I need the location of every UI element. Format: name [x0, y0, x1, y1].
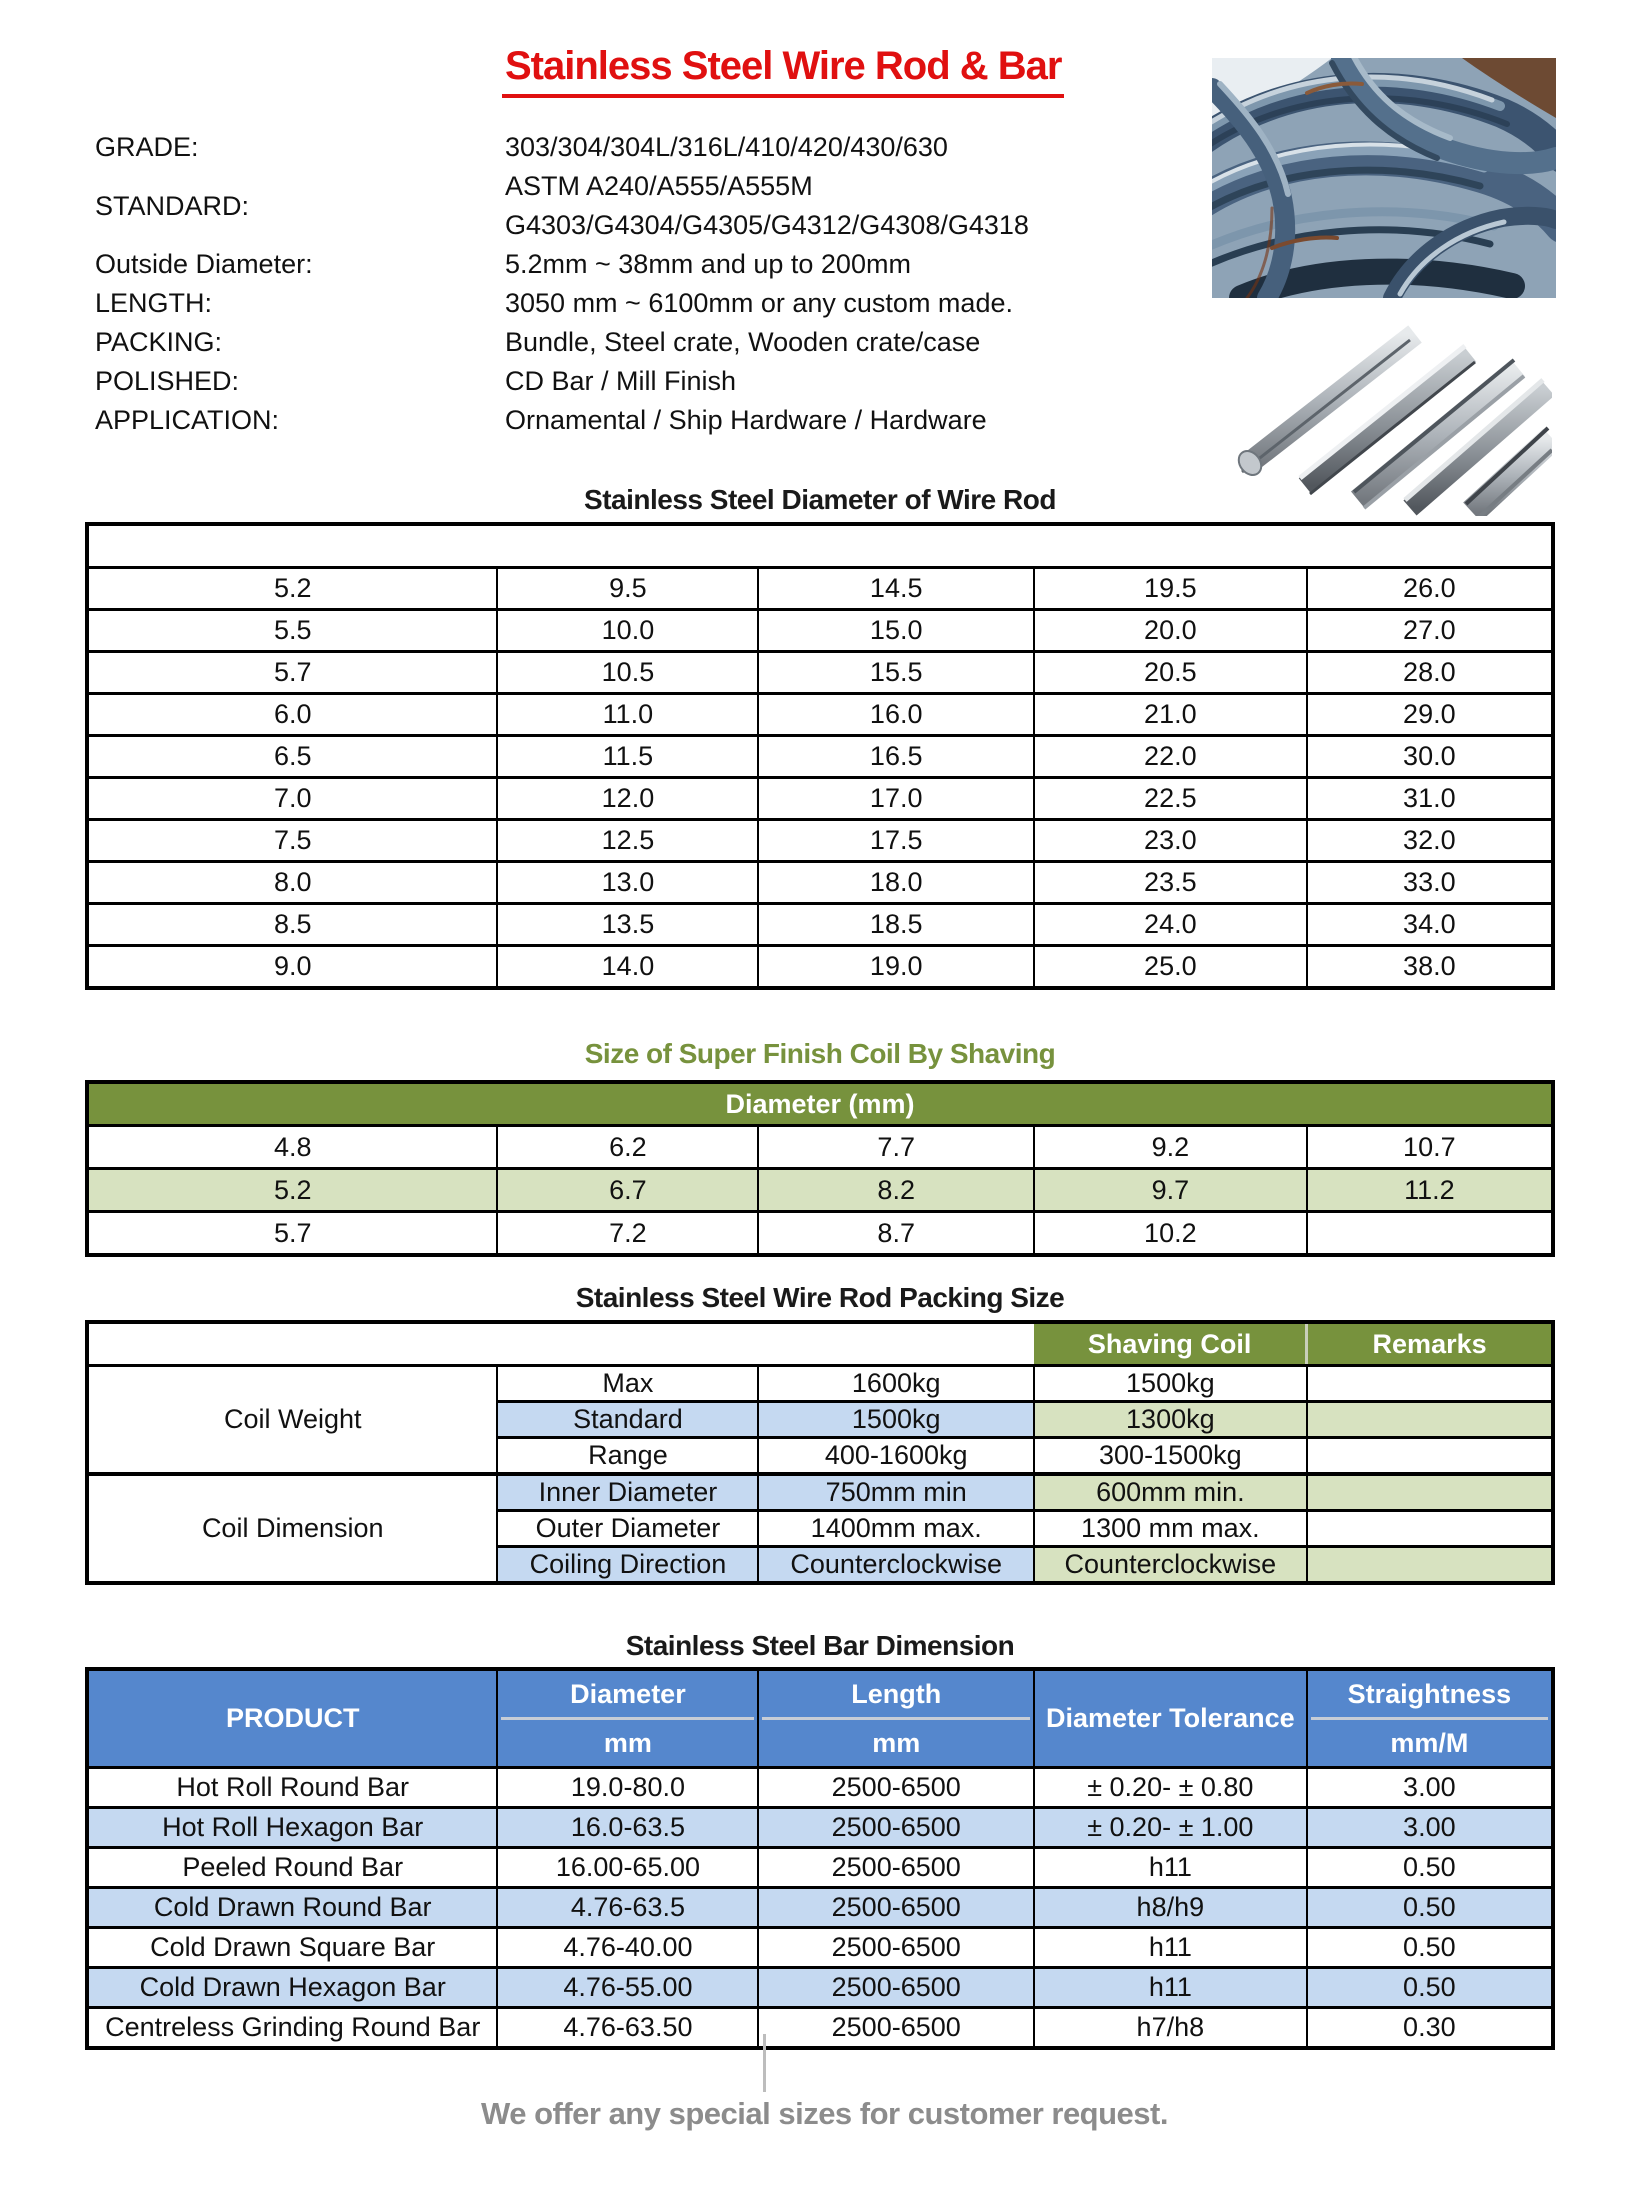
- table-cell: 12.5: [497, 820, 758, 862]
- column-header-unit: mm/M: [1390, 1727, 1469, 1758]
- table-cell: 13.0: [497, 862, 758, 904]
- table-row: [87, 568, 1553, 610]
- table-cell: 0.50: [1307, 1928, 1553, 1968]
- table-cell: 23.5: [1034, 862, 1307, 904]
- table-cell: 26.0: [1307, 568, 1553, 610]
- table-row: [87, 820, 1553, 862]
- table-cell: 600mm min.: [1034, 1474, 1307, 1511]
- table-cell: 4.76-40.00: [497, 1928, 758, 1968]
- table-cell: 22.0: [1034, 736, 1307, 778]
- table-cell: 7.7: [758, 1126, 1034, 1169]
- table-cell: 24.0: [1034, 904, 1307, 946]
- table-cell: 4.8: [87, 1126, 497, 1169]
- spec-value: 3050 mm ~ 6100mm or any custom made.: [505, 288, 1013, 318]
- table-cell: 15.5: [758, 652, 1034, 694]
- page-title: Stainless Steel Wire Rod & Bar: [502, 44, 1064, 98]
- table-cell: 2500-6500: [758, 1808, 1034, 1848]
- table-cell: 38.0: [1307, 946, 1553, 989]
- table-cell: 0.50: [1307, 1888, 1553, 1928]
- spec-value-line: ASTM A240/A555/A555M: [505, 171, 813, 201]
- table-row: [87, 1126, 1553, 1169]
- spec-value: Bundle, Steel crate, Wooden crate/case: [505, 327, 981, 357]
- footer-note: We offer any special sizes for customer request.: [481, 2096, 1168, 2131]
- footer-callout-line: [763, 2034, 766, 2092]
- spec-value-line: G4303/G4304/G4305/G4312/G4308/G4318: [505, 210, 1029, 240]
- spec-row-polished: [95, 362, 1205, 401]
- group-label-coil-dimension: Coil Dimension: [87, 1474, 497, 1583]
- table-cell: Centreless Grinding Round Bar: [87, 2008, 497, 2049]
- column-header-product: [87, 1669, 497, 1768]
- table-cell: h11: [1034, 1968, 1307, 2008]
- table-cell: 14.5: [758, 568, 1034, 610]
- spec-value: [505, 167, 1205, 245]
- table-row: [87, 1212, 1553, 1256]
- table-cell: 4.76-63.50: [497, 2008, 758, 2049]
- table-cell: 1500kg: [1034, 1366, 1307, 1402]
- table-row: [87, 652, 1553, 694]
- column-header-label: Straightness: [1347, 1678, 1512, 1709]
- column-header-length: [758, 1669, 1034, 1768]
- table-cell: 21.0: [1034, 694, 1307, 736]
- table-cell: 6.5: [87, 736, 497, 778]
- table-header-row: [87, 1669, 1553, 1768]
- table-cell: [1307, 1366, 1553, 1402]
- table-cell: 4.76-55.00: [497, 1968, 758, 2008]
- table-cell: 750mm min: [758, 1474, 1034, 1511]
- spec-label: POLISHED:: [95, 366, 240, 396]
- table-row: [87, 1808, 1553, 1848]
- column-header-unit: mm: [603, 1727, 652, 1758]
- table-cell: 16.00-65.00: [497, 1848, 758, 1888]
- column-header-unit: mm: [872, 1727, 921, 1758]
- table-row: [87, 1474, 1553, 1511]
- table-cell: 6.0: [87, 694, 497, 736]
- table-cell: h11: [1034, 1848, 1307, 1888]
- table-cell: 16.0: [758, 694, 1034, 736]
- spec-label: APPLICATION:: [95, 405, 280, 435]
- table-cell: 5.2: [87, 1169, 497, 1212]
- table-cell: 6.7: [497, 1169, 758, 1212]
- table-cell: 16.5: [758, 736, 1034, 778]
- table-row: [87, 1888, 1553, 1928]
- table-cell: 14.0: [497, 946, 758, 989]
- table-cell: 4.76-63.5: [497, 1888, 758, 1928]
- table-cell: 2500-6500: [758, 1848, 1034, 1888]
- spec-row-packing: [95, 323, 1205, 362]
- table-cell: 5.5: [87, 610, 497, 652]
- table-row: [87, 1169, 1553, 1212]
- table-cell: 1300 mm max.: [1034, 1511, 1307, 1547]
- table-cell: 15.0: [758, 610, 1034, 652]
- spec-label: Outside Diameter:: [95, 249, 313, 279]
- table-cell: [1307, 1402, 1553, 1438]
- spec-row-length: [95, 284, 1205, 323]
- table-cell: 11.2: [1307, 1169, 1553, 1212]
- table-row: [87, 610, 1553, 652]
- spec-value: CD Bar / Mill Finish: [505, 366, 737, 396]
- shaving-coil-table-title: Size of Super Finish Coil By Shaving: [584, 1038, 1056, 1069]
- table-row: [87, 778, 1553, 820]
- table-cell: Hot Roll Hexagon Bar: [87, 1808, 497, 1848]
- table-cell: Cold Drawn Square Bar: [87, 1928, 497, 1968]
- table-row: [87, 862, 1553, 904]
- table-cell: Hot Roll Round Bar: [87, 1768, 497, 1808]
- table-cell: 2500-6500: [758, 1768, 1034, 1808]
- table-cell: Counterclockwise: [1034, 1547, 1307, 1584]
- table-cell: h11: [1034, 1928, 1307, 1968]
- table-cell: 2500-6500: [758, 1968, 1034, 2008]
- bar-table-body: [87, 1768, 1553, 2049]
- table-cell: 19.0-80.0: [497, 1768, 758, 1808]
- table-row: [87, 1928, 1553, 1968]
- table-cell: h8/h9: [1034, 1888, 1307, 1928]
- table-cell: Cold Drawn Hexagon Bar: [87, 1968, 497, 2008]
- column-header-shaving-coil: Shaving Coil: [1034, 1322, 1307, 1366]
- table-cell: Peeled Round Bar: [87, 1848, 497, 1888]
- spec-label: PACKING:: [95, 327, 223, 357]
- table-cell: 6.2: [497, 1126, 758, 1169]
- group-label-coil-weight: Coil Weight: [87, 1366, 497, 1475]
- column-header-label: Length: [851, 1678, 942, 1709]
- table-cell: ± 0.20- ± 0.80: [1034, 1768, 1307, 1808]
- table-cell: 0.50: [1307, 1968, 1553, 2008]
- table-cell: 5.7: [87, 652, 497, 694]
- bar-table-title: Stainless Steel Bar Dimension: [625, 1630, 1015, 1661]
- table-row: [87, 1848, 1553, 1888]
- table-cell: 32.0: [1307, 820, 1553, 862]
- table-cell: 9.0: [87, 946, 497, 989]
- table-cell: Max: [497, 1366, 758, 1402]
- table-cell: 27.0: [1307, 610, 1553, 652]
- table-cell: Standard: [497, 1402, 758, 1438]
- table-row: [87, 946, 1553, 989]
- table-cell: 33.0: [1307, 862, 1553, 904]
- table-cell: 11.0: [497, 694, 758, 736]
- table-cell: 8.7: [758, 1212, 1034, 1256]
- table-cell: 7.2: [497, 1212, 758, 1256]
- table-row: [87, 1366, 1553, 1402]
- table-cell: 18.5: [758, 904, 1034, 946]
- table-cell: 34.0: [1307, 904, 1553, 946]
- table-cell: 5.7: [87, 1212, 497, 1256]
- table-cell: [1307, 1474, 1553, 1511]
- table-cell: 9.5: [497, 568, 758, 610]
- table-cell: 300-1500kg: [1034, 1438, 1307, 1475]
- table-cell: 7.0: [87, 778, 497, 820]
- table-row: [87, 1968, 1553, 2008]
- spec-list: [95, 128, 1205, 440]
- table-cell: 17.0: [758, 778, 1034, 820]
- table-cell: 10.0: [497, 610, 758, 652]
- column-header-diameter-tolerance: [1034, 1669, 1307, 1768]
- table-cell: 31.0: [1307, 778, 1553, 820]
- wire-rod-table-body: [87, 568, 1553, 989]
- table-cell: Range: [497, 1438, 758, 1475]
- table-cell: 19.5: [1034, 568, 1307, 610]
- spec-label: STANDARD:: [95, 190, 250, 221]
- table-cell: 8.5: [87, 904, 497, 946]
- table-cell: 12.0: [497, 778, 758, 820]
- column-header-diameter: [497, 1669, 758, 1768]
- table-cell: 9.7: [1034, 1169, 1307, 1212]
- spec-row-standard: [95, 167, 1205, 245]
- packing-size-table: [85, 1320, 1555, 1585]
- table-cell: Inner Diameter: [497, 1474, 758, 1511]
- table-cell: h7/h8: [1034, 2008, 1307, 2049]
- column-header-label: Diameter Tolerance: [1046, 1703, 1295, 1733]
- table-cell: Outer Diameter: [497, 1511, 758, 1547]
- table-cell: 23.0: [1034, 820, 1307, 862]
- column-header-wire-rod: Wire Rod: [758, 1322, 1034, 1366]
- table-cell: 1500kg: [758, 1402, 1034, 1438]
- table-cell: 10.7: [1307, 1126, 1553, 1169]
- column-header-straightness: [1307, 1669, 1553, 1768]
- spec-label: GRADE:: [95, 132, 199, 162]
- table-cell: 22.5: [1034, 778, 1307, 820]
- table-cell: 11.5: [497, 736, 758, 778]
- table-cell: 1600kg: [758, 1366, 1034, 1402]
- spec-value: 5.2mm ~ 38mm and up to 200mm: [505, 249, 911, 279]
- table-cell: 16.0-63.5: [497, 1808, 758, 1848]
- table-cell: 5.2: [87, 568, 497, 610]
- table-cell: 8.2: [758, 1169, 1034, 1212]
- table-row: [87, 736, 1553, 778]
- table-row: [87, 694, 1553, 736]
- column-header-remarks: Remarks: [1307, 1322, 1553, 1366]
- table-cell: 0.30: [1307, 2008, 1553, 2049]
- wire-rod-coils-photo: [1212, 58, 1556, 298]
- table-cell: Coiling Direction: [497, 1547, 758, 1584]
- packing-table-body: [87, 1366, 1553, 1584]
- bar-dimension-table: [85, 1667, 1555, 2050]
- table-header-diameter: Diameter (mm): [87, 1082, 1553, 1126]
- wire-rod-table-title: Stainless Steel Diameter of Wire Rod: [584, 484, 1056, 515]
- table-cell: 28.0: [1307, 652, 1553, 694]
- table-cell: 8.0: [87, 862, 497, 904]
- table-cell: 2500-6500: [758, 1928, 1034, 1968]
- column-header-item: ITEM: [87, 1322, 758, 1366]
- table-cell: 1300kg: [1034, 1402, 1307, 1438]
- spec-row-application: [95, 401, 1205, 440]
- table-cell: [1307, 1511, 1553, 1547]
- table-cell: [1307, 1438, 1553, 1475]
- table-row: [87, 904, 1553, 946]
- spec-value: Ornamental / Ship Hardware / Hardware: [505, 405, 987, 435]
- table-cell: 3.00: [1307, 1808, 1553, 1848]
- table-cell: 13.5: [497, 904, 758, 946]
- table-cell: 20.5: [1034, 652, 1307, 694]
- table-cell: 19.0: [758, 946, 1034, 989]
- table-cell: 1400mm max.: [758, 1511, 1034, 1547]
- spec-value: 303/304/304L/316L/410/420/430/630: [505, 132, 948, 162]
- table-cell: 400-1600kg: [758, 1438, 1034, 1475]
- table-cell: 2500-6500: [758, 2008, 1034, 2049]
- shaving-coil-table-body: [87, 1126, 1553, 1256]
- table-cell: [1307, 1547, 1553, 1584]
- table-cell: 25.0: [1034, 946, 1307, 989]
- table-cell: 10.5: [497, 652, 758, 694]
- table-cell: 20.0: [1034, 610, 1307, 652]
- table-cell: 3.00: [1307, 1768, 1553, 1808]
- table-cell: 2500-6500: [758, 1888, 1034, 1928]
- table-cell: 10.2: [1034, 1212, 1307, 1256]
- table-cell: 29.0: [1307, 694, 1553, 736]
- table-cell: Cold Drawn Round Bar: [87, 1888, 497, 1928]
- table-row: [87, 2008, 1553, 2049]
- table-row: [87, 1768, 1553, 1808]
- column-header-label: PRODUCT: [225, 1703, 360, 1733]
- spec-label: LENGTH:: [95, 288, 213, 318]
- packing-table-title: Stainless Steel Wire Rod Packing Size: [575, 1282, 1065, 1313]
- spec-row-grade: [95, 128, 1205, 167]
- table-cell: 9.2: [1034, 1126, 1307, 1169]
- table-cell: 30.0: [1307, 736, 1553, 778]
- column-header-label: Diameter: [570, 1678, 686, 1709]
- table-header-diameter: Diametr (mm): [87, 524, 1553, 568]
- table-cell: ± 0.20- ± 1.00: [1034, 1808, 1307, 1848]
- shaving-coil-size-table: [85, 1080, 1555, 1257]
- table-cell: [1307, 1212, 1553, 1256]
- table-cell: 0.50: [1307, 1848, 1553, 1888]
- table-cell: 7.5: [87, 820, 497, 862]
- spec-row-outside-diameter: [95, 245, 1205, 284]
- table-cell: Counterclockwise: [758, 1547, 1034, 1584]
- wire-rod-diameter-table: [85, 522, 1555, 990]
- table-cell: 17.5: [758, 820, 1034, 862]
- table-cell: 18.0: [758, 862, 1034, 904]
